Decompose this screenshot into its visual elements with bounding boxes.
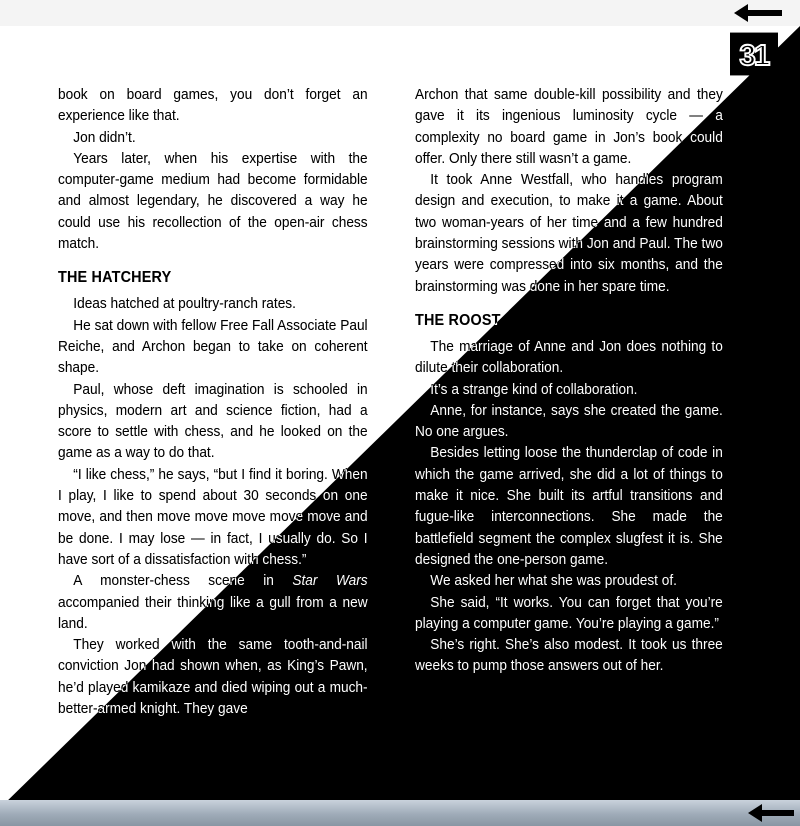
quote-paragraph: “I like chess,” he says, “but I find it boring. When I play, I like to spend about 30 seconds on one move, and then move move move move move and be done. I may lose — in fact, I usually do. So I have sort of a dissatisfaction with chess.” <box>58 465 368 568</box>
paragraph: Anne, for instance, says she created the game. No one argues. <box>415 401 723 441</box>
paragraph: Besides letting loose the thunderclap of code in which the game arrived, she did a lot of things to make it nice. She built its artful transitions and fugue-like interconnections. She made the battlefield segment the complex slugfest it is. She designed the one-person game. <box>415 444 723 568</box>
section-heading-roost: THE ROOST <box>415 311 501 329</box>
text-run: accompanied their thinking like a gull from a new land. <box>58 593 368 632</box>
left-column <box>58 84 368 719</box>
paragraph: They worked with the same tooth-and-nail conviction Jon had shown when, as King’s Pawn, he’d played kamikaze and died wiping out a much-better-armed knight. They gave <box>58 636 368 718</box>
paragraph: Archon that same double-kill possibility and they gave it its ingenious luminosity cycle — a complexity no board game in Jon’s book could offer. Only there still wasn’t a game. <box>415 86 723 167</box>
paragraph: He sat down with fellow Free Fall Associate Paul Reiche, and Archon began to take on coherent shape. <box>58 316 368 377</box>
paragraph: Ideas hatched at poultry-ranch rates. <box>73 295 296 313</box>
section-heading-hatchery: THE HATCHERY <box>58 269 172 287</box>
text-run: A monster-chess scene in <box>73 572 293 590</box>
paragraph <box>58 570 368 634</box>
paragraph: We asked her what she was proudest of. <box>430 572 677 590</box>
italic-title: Star Wars <box>292 572 368 590</box>
quote-paragraph: She said, “It works. You can forget that you’re playing a computer game. You’re playing a game.” <box>415 593 723 632</box>
paragraph: It took Anne Westfall, who handles program design and execution, to make it a game. About two woman-years of her time and a few hundred brainstorming sessions with Jon and Paul. The two years were compressed into six months, and the brainstorming was done in her spare time. <box>415 171 723 295</box>
paragraph: Paul, whose deft imagination is schooled in physics, modern art and science fiction, had a score to settle with chess, and he looked on the game as a way to do that. <box>58 380 368 462</box>
paragraph: It’s a strange kind of collaboration. <box>430 380 638 398</box>
paragraph: Years later, when his expertise with the computer-game medium had become formidable and almost legendary, he discovered a way he could use his recollection of the open-air chess match. <box>58 149 368 253</box>
page-number: 31 <box>739 40 769 73</box>
paragraph: Jon didn’t. <box>73 128 136 146</box>
paragraph: book on board games, you don’t forget an experience like that. <box>58 86 368 125</box>
right-column <box>415 84 723 677</box>
paragraph: The marriage of Anne and Jon does nothing to dilute their collaboration. <box>415 337 723 377</box>
paragraph: She’s right. She’s also modest. It took us three weeks to pump those answers out of her. <box>415 636 723 675</box>
